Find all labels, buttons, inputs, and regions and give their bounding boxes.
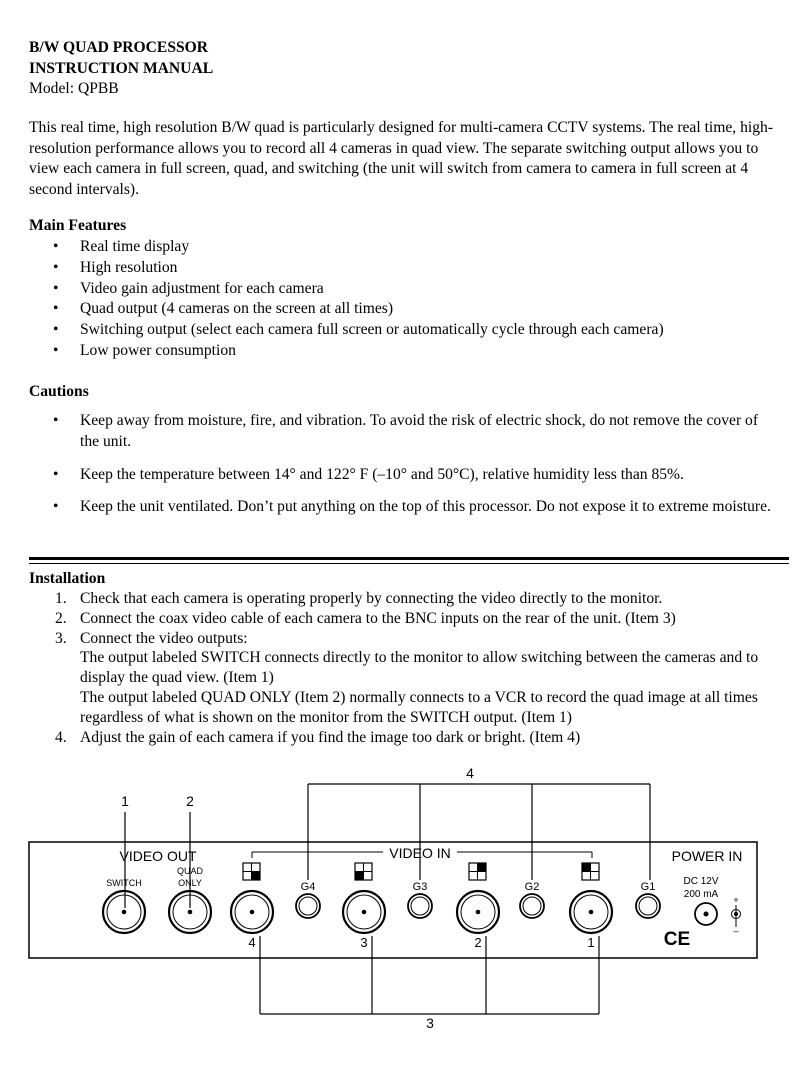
switch-bnc-connector bbox=[103, 891, 145, 933]
input-number-4: 4 bbox=[248, 935, 256, 950]
installation-steps bbox=[29, 589, 789, 747]
installation-step-detail bbox=[29, 648, 789, 688]
polarity-icon bbox=[732, 905, 741, 927]
step-number: 1. bbox=[55, 590, 67, 607]
features-heading: Main Features bbox=[29, 217, 127, 234]
step-number: 3. bbox=[55, 629, 67, 647]
video-in-bnc-2 bbox=[457, 891, 499, 933]
installation-step bbox=[29, 728, 789, 748]
callout-4-label: 4 bbox=[466, 765, 474, 781]
installation-step bbox=[29, 589, 789, 609]
gain-label-g2: G2 bbox=[524, 881, 540, 893]
step-text: The output labeled QUAD ONLY (Item 2) normally connects to a VCR to record the quad image at all times regardless of what is shown on the monitor from the SWITCH output. (Item 1) bbox=[80, 688, 758, 726]
step-text: Connect the coax video cable of each camera to the BNC inputs on the rear of the unit. (Item 3) bbox=[80, 609, 676, 627]
gain-knob-g1 bbox=[636, 894, 660, 918]
features-list bbox=[29, 237, 664, 362]
feature-item: • High resolution bbox=[29, 258, 664, 279]
ce-mark: CE bbox=[663, 929, 691, 950]
quad-icon-input-4 bbox=[243, 863, 260, 880]
caution-item: • Keep away from moisture, fire, and vibration. To avoid the risk of electric shock, do not remove the cover of the unit. bbox=[29, 411, 774, 453]
feature-item: • Switching output (select each camera full screen or automatically cycle through each camera) bbox=[29, 320, 664, 341]
manual-title-line2: INSTRUCTION MANUAL bbox=[29, 60, 214, 77]
video-in-label: VIDEO IN bbox=[389, 845, 451, 861]
cautions-list bbox=[29, 411, 774, 530]
quad-icon-input-1 bbox=[582, 863, 599, 880]
video-in-bnc-1 bbox=[570, 891, 612, 933]
step-text: Connect the video outputs: bbox=[80, 629, 248, 647]
input-number-2: 2 bbox=[474, 935, 482, 950]
only-label: ONLY bbox=[178, 878, 202, 888]
step-text: Adjust the gain of each camera if you find the image too dark or bright. (Item 4) bbox=[80, 728, 581, 746]
callout-3-bracket bbox=[260, 936, 599, 1014]
gain-knob-g3 bbox=[408, 894, 432, 918]
video-out-label: VIDEO OUT bbox=[119, 848, 197, 864]
installation-step bbox=[29, 609, 789, 629]
section-divider-thick bbox=[29, 557, 789, 560]
cautions-heading: Cautions bbox=[29, 383, 89, 400]
current-label: 200 mA bbox=[683, 889, 719, 900]
rear-panel-diagram bbox=[0, 755, 808, 1055]
step-text: The output labeled SWITCH connects directly to the monitor to allow switching between the cameras and to display the quad view. (Item 1) bbox=[80, 649, 759, 687]
installation-step bbox=[29, 629, 789, 649]
feature-item: • Low power consumption bbox=[29, 341, 664, 362]
gain-label-g1: G1 bbox=[640, 881, 656, 893]
model-label: Model: QPBB bbox=[29, 80, 119, 97]
quad-icon-input-3 bbox=[355, 863, 372, 880]
gain-knob-g2 bbox=[520, 894, 544, 918]
callout-1-label: 1 bbox=[121, 793, 129, 809]
step-number: 4. bbox=[55, 728, 67, 746]
section-divider-thin bbox=[29, 563, 789, 564]
caution-item: • Keep the unit ventilated. Don’t put anything on the top of this processor. Do not expose it to extreme moisture. bbox=[29, 497, 774, 518]
power-in-label: POWER IN bbox=[671, 848, 743, 864]
step-number: 2. bbox=[55, 609, 67, 627]
installation-step-detail bbox=[29, 688, 789, 728]
polarity-minus: – bbox=[733, 926, 739, 936]
installation-heading: Installation bbox=[29, 570, 106, 587]
video-in-bnc-4 bbox=[231, 891, 273, 933]
gain-knob-g4 bbox=[296, 894, 320, 918]
input-number-1: 1 bbox=[587, 935, 595, 950]
step-text: Check that each camera is operating properly by connecting the video directly to the monitor. bbox=[80, 590, 663, 607]
quad-icon-input-2 bbox=[469, 863, 486, 880]
gain-label-g3: G3 bbox=[412, 881, 428, 893]
gain-label-g4: G4 bbox=[300, 881, 316, 893]
polarity-plus: + bbox=[733, 895, 739, 905]
callout-2-label: 2 bbox=[186, 793, 194, 809]
feature-item: • Quad output (4 cameras on the screen at all times) bbox=[29, 299, 664, 320]
intro-paragraph: This real time, high resolution B/W quad is particularly designed for multi-camera CCTV systems. The real time, high-resolution performance allows you to record all 4 cameras in quad view. The separate switching output allows you to view each camera in full screen, quad, and switching (the unit will switch from camera to camera in full screen at 4 second intervals). bbox=[29, 119, 774, 198]
power-jack bbox=[695, 903, 717, 925]
dc-voltage-label: DC 12V bbox=[683, 876, 719, 887]
quad-label: QUAD bbox=[176, 866, 204, 876]
input-number-3: 3 bbox=[360, 935, 368, 950]
switch-label: SWITCH bbox=[106, 878, 142, 888]
video-in-bnc-3 bbox=[343, 891, 385, 933]
caution-item: • Keep the temperature between 14° and 122° F (–10° and 50°C), relative humidity less than 85%. bbox=[29, 465, 774, 486]
feature-item: • Video gain adjustment for each camera bbox=[29, 279, 664, 300]
callout-3-label: 3 bbox=[426, 1015, 434, 1031]
feature-item: • Real time display bbox=[29, 237, 664, 258]
manual-title-line1: B/W QUAD PROCESSOR bbox=[29, 39, 209, 56]
